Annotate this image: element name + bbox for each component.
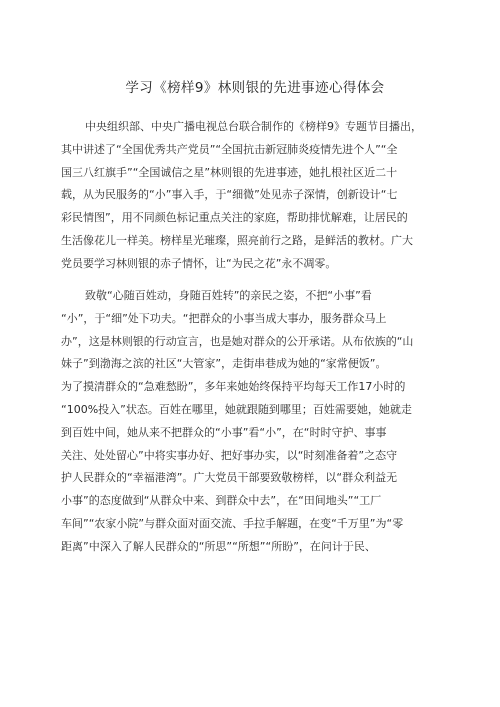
- text-line: 载，从为民服务的“小”事入手，于“细微”处见赤子深情，创新设计“七: [61, 188, 398, 202]
- text-line: 彩民情图”，用不同颜色标记重点关注的家庭，帮助排忧解难，让居民的: [61, 211, 408, 225]
- text-line: 国三八红旗手”“全国诚信之星”林则银的先进事迹，她扎根社区近二十: [61, 165, 398, 179]
- text-line: “小”，于“细”处下功夫。“把群众的小事当成大事办，服务群众马上: [61, 311, 387, 325]
- text-line: 护人民群众的“幸福港湾”。广大党员干部要致敬榜样，以“群众利益无: [61, 471, 398, 485]
- text-line: 其中讲述了“全国优秀共产党员”“全国抗击新冠肺炎疫情先进个人”“全: [61, 142, 398, 156]
- text-line: 距离”中深入了解人民群众的“所思”“所想”“所盼”，在问计于民、: [61, 539, 376, 553]
- text-line: 关注、处处留心”中将实事办好、把好事办实，以“时刻准备着”之态守: [61, 448, 398, 462]
- text-line: 车间”“农家小院”与群众面对面交流、手拉手解题，在变“千万里”为“零: [61, 516, 404, 530]
- text-line: 小事”的态度做到“从群众中来、到群众中去”，在“田间地头”“工厂: [61, 494, 382, 508]
- text-line: 生活像花儿一样美。榜样星光璀璨，照亮前行之路，是鲜活的教材。广大: [61, 233, 413, 247]
- text-line: 党员要学习林则银的赤子情怀，让“为民之花”永不凋零。: [61, 256, 337, 270]
- text-line: 为了摸清群众的“急难愁盼”，多年来她始终保持平均每天工作17小时的: [61, 380, 406, 394]
- paragraph-2: [61, 285, 441, 559]
- text-line: 办”，这是林则银的行动宣言，也是她对群众的公开承诺。从布依族的“山: [61, 334, 414, 348]
- text-line: “100%投入”状态。百姓在哪里，她就跟随到哪里；百姓需要她，她就走: [61, 402, 412, 416]
- text-line: 致敬“心随百姓动，身随百姓转”的亲民之姿，不把“小事”看: [85, 289, 372, 302]
- text-line: 妹子”到渤海之滨的社区“大管家”，走街串巷成为她的“家常便饭”。: [61, 357, 387, 371]
- paragraph-1: [61, 116, 441, 276]
- text-line: 到百姓中间，她从来不把群众的“小事”看“小”，在“时时守护、事事: [61, 425, 387, 439]
- text-line: 中央组织部、中央广播电视总台联合制作的《榜样9》专题节目播出，: [85, 120, 422, 133]
- document-title: 学习《榜样9》林则银的先进事迹心得体会: [125, 80, 385, 96]
